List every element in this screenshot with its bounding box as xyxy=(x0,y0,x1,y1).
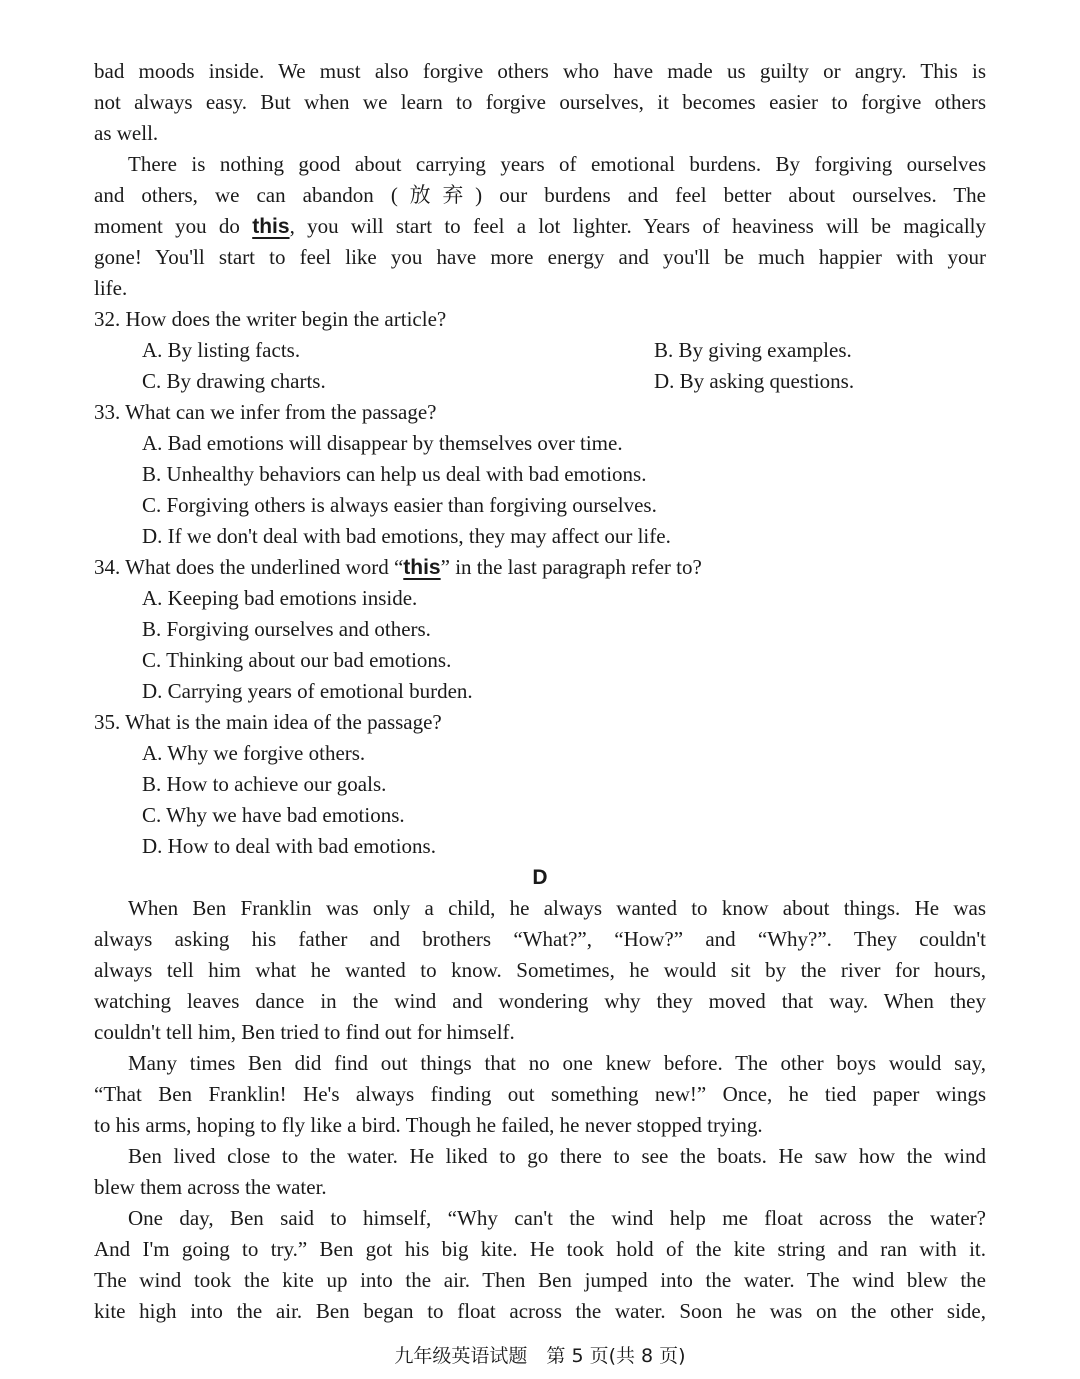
paragraph-line: There is nothing good about carrying years of emotional burdens. By forgiving ourselves xyxy=(128,152,986,176)
paragraph-line: as well. xyxy=(94,121,159,145)
underlined-word-this: this xyxy=(403,556,441,579)
paragraph-line: bad moods inside. We must also forgive others who have made us guilty or angry. This is xyxy=(94,59,986,83)
paragraph-line: kite high into the air. Ben began to float across the water. Soon he was on the other side, xyxy=(94,1299,986,1323)
paragraph-line: When Ben Franklin was only a child, he always wanted to know about things. He was xyxy=(128,896,986,920)
option-b: B. Forgiving ourselves and others. xyxy=(142,617,431,641)
paragraph-line: gone! You'll start to feel like you have more energy and you'll be much happier with your xyxy=(94,245,986,269)
underlined-word-this: this xyxy=(252,215,290,238)
option-a: A. By listing facts. xyxy=(142,338,301,362)
option-d: D. If we don't deal with bad emotions, they may affect our life. xyxy=(142,524,671,548)
paragraph-line: not always easy. But when we learn to forgive ourselves, it becomes easier to forgive others xyxy=(94,90,986,114)
option-a: A. Why we forgive others. xyxy=(142,741,366,765)
paragraph-line xyxy=(94,211,986,242)
option-d: D. By asking questions. xyxy=(654,369,855,393)
option-row xyxy=(94,366,986,397)
option-a: A. Bad emotions will disappear by themselves over time. xyxy=(142,431,623,455)
paragraph-line: And I'm going to try.” Ben got his big kite. He took hold of the kite string and ran with it. xyxy=(94,1237,986,1261)
paragraph-line: always asking his father and brothers “What?”, “How?” and “Why?”. They couldn't xyxy=(94,927,986,951)
option-b: B. Unhealthy behaviors can help us deal with bad emotions. xyxy=(142,462,647,486)
option-a: A. Keeping bad emotions inside. xyxy=(142,586,418,610)
text-segment: ” in the last paragraph refer to? xyxy=(440,555,702,579)
text-segment: moment you do xyxy=(94,214,253,238)
option-c: C. By drawing charts. xyxy=(142,369,326,393)
question-32-stem: 32. How does the writer begin the article? xyxy=(94,307,447,331)
paragraph-line: blew them across the water. xyxy=(94,1175,327,1199)
option-c: C. Why we have bad emotions. xyxy=(142,803,405,827)
question-34-stem xyxy=(94,552,986,583)
option-b: B. How to achieve our goals. xyxy=(142,772,387,796)
paragraph-line: to his arms, hoping to fly like a bird. Though he failed, he never stopped trying. xyxy=(94,1113,763,1137)
option-c: C. Thinking about our bad emotions. xyxy=(142,648,452,672)
question-35-stem: 35. What is the main idea of the passage? xyxy=(94,710,442,734)
text-segment: 34. What does the underlined word “ xyxy=(94,555,404,579)
paragraph-line: life. xyxy=(94,276,128,300)
paragraph-line: The wind took the kite up into the air. Then Ben jumped into the water. The wind blew the xyxy=(94,1268,986,1292)
paragraph-line: watching leaves dance in the wind and wondering why they moved that way. When they xyxy=(94,989,986,1013)
paragraph-line: Many times Ben did find out things that no one knew before. The other boys would say, xyxy=(128,1051,986,1075)
paragraph-line: and others, we can abandon (放弃) our burdens and feel better about ourselves. The xyxy=(94,183,986,207)
option-c: C. Forgiving others is always easier than forgiving ourselves. xyxy=(142,493,657,517)
text-segment: , you will start to feel a lot lighter. Years of heaviness will be magically xyxy=(289,214,986,238)
option-d: D. Carrying years of emotional burden. xyxy=(142,679,473,703)
section-heading: D xyxy=(532,866,548,889)
option-b: B. By giving examples. xyxy=(654,338,852,362)
paragraph-line: couldn't tell him, Ben tried to find out for himself. xyxy=(94,1020,515,1044)
paragraph-line: always tell him what he wanted to know. Sometimes, he would sit by the river for hours, xyxy=(94,958,986,982)
paragraph-line: One day, Ben said to himself, “Why can't the wind help me float across the water? xyxy=(128,1206,986,1230)
page-body xyxy=(94,56,986,1327)
option-d: D. How to deal with bad emotions. xyxy=(142,834,436,858)
paragraph-line: Ben lived close to the water. He liked to go there to see the boats. He saw how the wind xyxy=(128,1144,986,1168)
page-footer: 九年级英语试题 第 5 页(共 8 页) xyxy=(394,1345,686,1367)
question-33-stem: 33. What can we infer from the passage? xyxy=(94,400,437,424)
option-row xyxy=(94,335,986,366)
paragraph-line: “That Ben Franklin! He's always finding out something new!” Once, he tied paper wings xyxy=(94,1082,986,1106)
